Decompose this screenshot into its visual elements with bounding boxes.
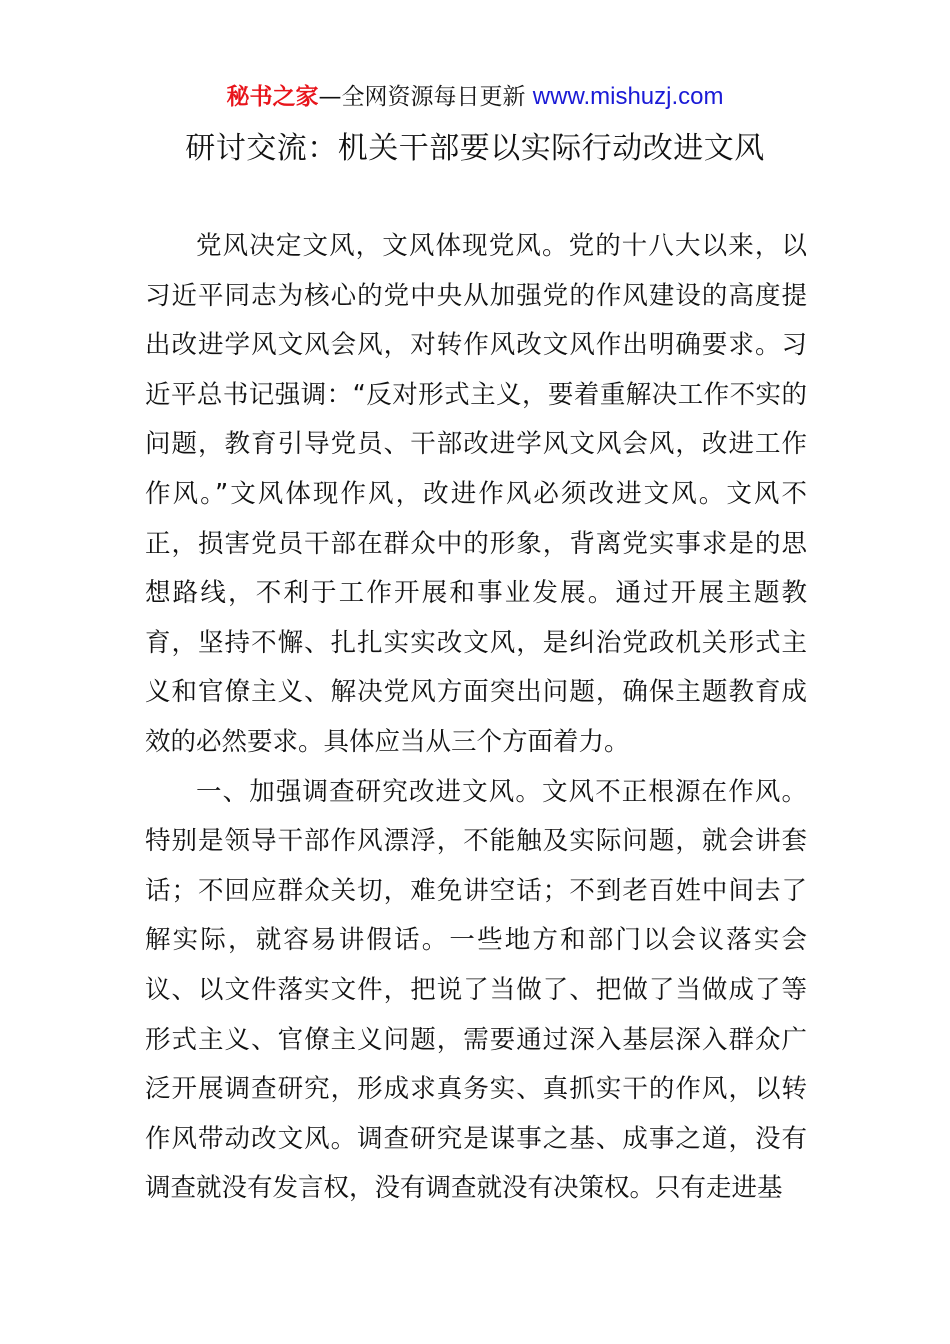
site-name: 秘书之家 (226, 84, 319, 110)
document-body (145, 222, 807, 1214)
paragraph-intro: 党风决定文风，文风体现党风。党的十八大以来，以习近平同志为核心的党中央从加强党的作风建设的高度提出改进学风文风会风，对转作风改文风作出明确要求。习近平总书记强调：“反对形式主义，要着重解决工作不实的问题，教育引导党员、干部改进学风文风会风，改进工作作风。”文风体现作风，改进作风必须改进文风。文风不正，损害党员干部在群众中的形象，背离党实事求是的思想路线，不利于工作开展和事业发展。通过开展主题教育，坚持不懈、扎扎实实改文风，是纠治党政机关形式主义和官僚主义、解决党风方面突出问题，确保主题教育成效的必然要求。具体应当从三个方面着力。 (145, 231, 807, 757)
paragraph-section-one: 一、加强调查研究改进文风。文风不正根源在作风。特别是领导干部作风漂浮，不能触及实际问题，就会讲套话；不回应群众关切，难免讲空话；不到老百姓中间去了解实际，就容易讲假话。一些地方和部门以会议落实会议、以文件落实文件，把说了当做了、把做了当做成了等形式主义、官僚主义问题，需要通过深入基层深入群众广泛开展调查研究，形成求真务实、真抓实干的作风，以转作风带动改文风。调查研究是谋事之基、成事之道，没有调查就没有发言权，没有调查就没有决策权。只有走进基 (145, 776, 807, 1204)
site-url-link[interactable]: www.mishuzj.com (532, 83, 724, 110)
site-header (0, 80, 950, 114)
document-title: 研讨交流：机关干部要以实际行动改进文风 (185, 131, 765, 166)
site-tagline: —全网资源每日更新 (318, 84, 533, 110)
